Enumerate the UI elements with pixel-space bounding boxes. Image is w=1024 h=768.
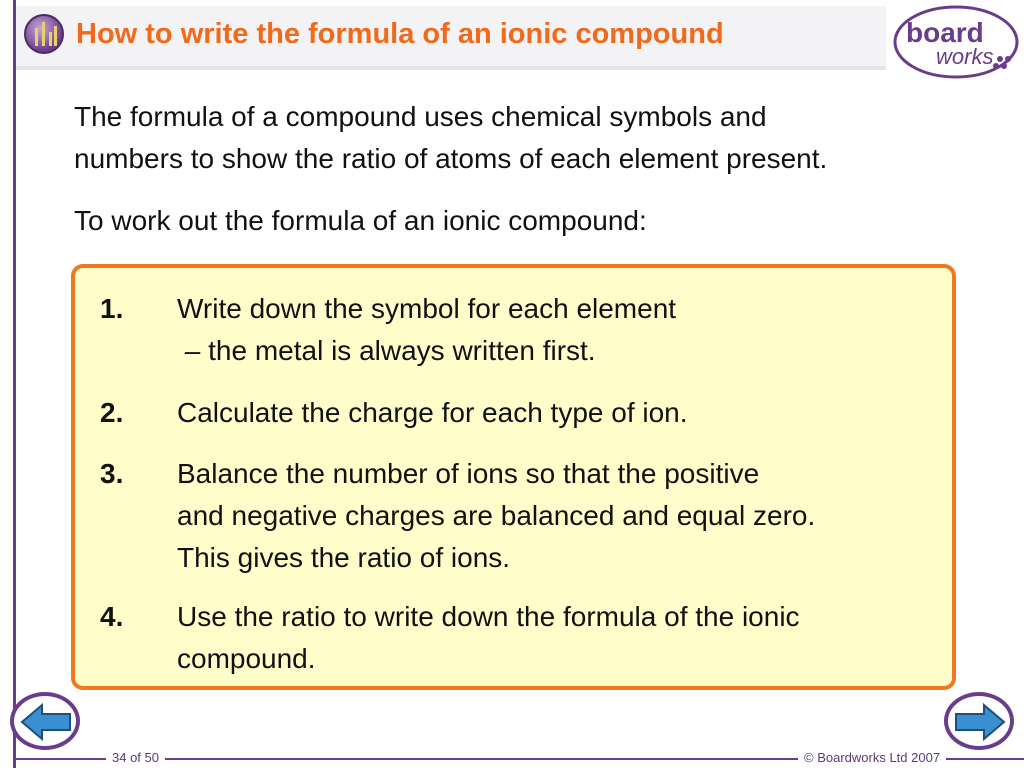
next-slide-button[interactable] <box>944 692 1014 750</box>
page-title: How to write the formula of an ionic compound <box>76 18 724 50</box>
step-number: 2. <box>100 397 124 428</box>
step-3-line-3: This gives the ratio of ions. <box>177 542 511 573</box>
step-3-line-2: and negative charges are balanced and equal zero. <box>177 500 816 531</box>
page-indicator: 34 of 50 <box>106 750 165 765</box>
step-text: Calculate the charge for each type of ion. <box>177 397 688 428</box>
step-text <box>177 453 967 579</box>
intro-line-1: The formula of a compound uses chemical symbols and <box>74 101 767 132</box>
step-number: 4. <box>100 601 124 632</box>
step-1-line-2: – the metal is always written first. <box>177 335 596 366</box>
step-text <box>177 596 967 680</box>
intro-line-2: numbers to show the ratio of atoms of each element present. <box>74 143 828 174</box>
intro-paragraph <box>74 96 1004 180</box>
step-4-line-2: compound. <box>177 643 316 674</box>
previous-slide-button[interactable] <box>10 692 80 750</box>
step-4-line-1: Use the ratio to write down the formula of the ionic <box>177 601 800 632</box>
steps-panel <box>71 264 956 690</box>
step-number: 1. <box>100 293 124 324</box>
logo-works-text: works <box>936 44 994 69</box>
intro-instruction: To work out the formula of an ionic compound: <box>74 205 647 236</box>
back-arrow-icon <box>18 701 74 743</box>
step-1-line-1: Write down the symbol for each element <box>177 293 677 324</box>
step-text <box>177 288 967 372</box>
copyright-notice: © Boardworks Ltd 2007 <box>798 750 946 765</box>
step-number: 3. <box>100 458 124 489</box>
boardworks-logo <box>892 4 1020 80</box>
step-3-line-1: Balance the number of ions so that the positive <box>177 458 760 489</box>
chemistry-lab-icon <box>24 14 64 54</box>
logo-board-text: board <box>906 17 984 48</box>
forward-arrow-icon <box>952 701 1008 743</box>
left-border-rule <box>13 0 16 768</box>
title-bar-shadow <box>16 66 886 70</box>
